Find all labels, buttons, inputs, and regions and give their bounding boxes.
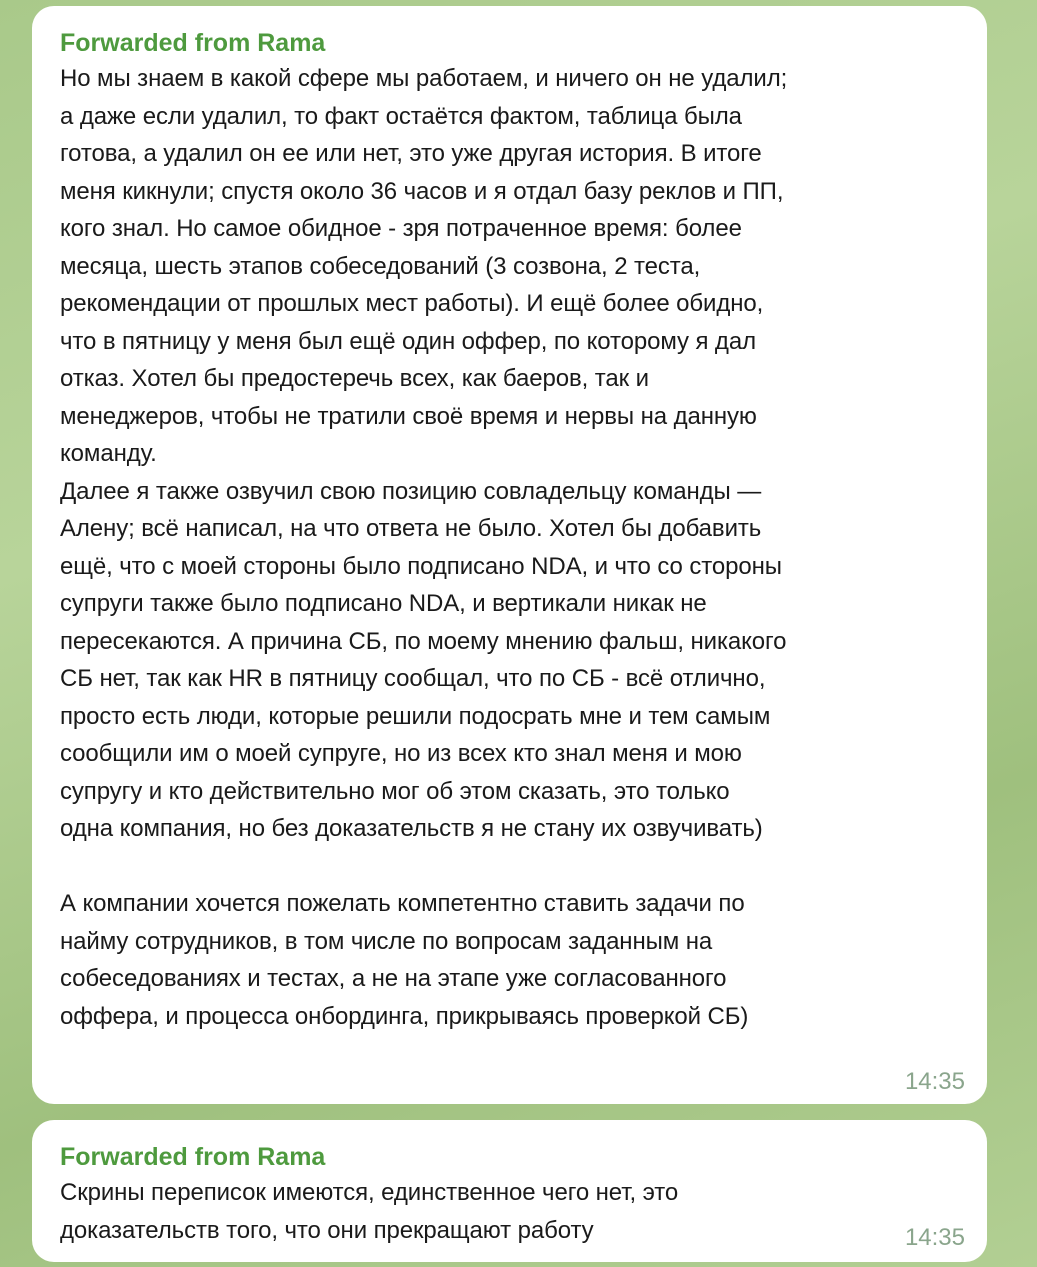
- message-text: [60, 1174, 959, 1249]
- message-line: супруги также было подписано NDA, и вертикали никак не: [60, 590, 707, 617]
- message-line: просто есть люди, которые решили подосрать мне и тем самым: [60, 702, 771, 730]
- message-line: кого знал. Но самое обидное - зря потраченное время: более: [60, 215, 742, 242]
- message-line: что в пятницу у меня был ещё один оффер, по которому я дал: [60, 327, 756, 355]
- message-line: Алену; всё написал, на что ответа не было. Хотел бы добавить: [60, 515, 762, 542]
- message-line: Но мы знаем в какой сфере мы работаем, и ничего он не удалил;: [60, 65, 788, 92]
- message-time: 14:35: [904, 1068, 965, 1095]
- message-line: сообщили им о моей супруге, но из всех кто знал меня и мою: [60, 740, 742, 767]
- message-text: [60, 60, 959, 1035]
- message-time: 14:35: [904, 1224, 965, 1251]
- blank-line: [60, 848, 959, 886]
- forwarded-from-label[interactable]: Forwarded from Rama: [60, 29, 326, 57]
- message-line: Скрины переписок имеются, единственное чего нет, это: [60, 1179, 679, 1206]
- message-bubble[interactable]: [32, 6, 987, 1104]
- message-line: месяца, шесть этапов собеседований (3 созвона, 2 теста,: [60, 252, 701, 280]
- message-line: СБ нет, так как HR в пятницу сообщал, что по СБ - всё отлично,: [60, 665, 766, 692]
- message-line: менеджеров, чтобы не тратили своё время и нервы на данную: [60, 402, 757, 430]
- message-line: оффера, и процесса онбординга, прикрываясь проверкой СБ): [60, 1002, 749, 1030]
- message-line: а даже если удалил, то факт остаётся фактом, таблица была: [60, 102, 742, 130]
- message-line: доказательств того, что они прекращают работу: [60, 1216, 594, 1244]
- message-line: готова, а удалил он ее или нет, это уже другая история. В итоге: [60, 140, 762, 167]
- message-line: пересекаются. А причина СБ, по моему мнению фальш, никакого: [60, 627, 787, 655]
- message-line: одна компания, но без доказательств я не стану их озвучивать): [60, 815, 763, 842]
- message-line: найму сотрудников, в том числе по вопросам заданным на: [60, 927, 713, 955]
- message-line: ещё, что с моей стороны было подписано NDA, и что со стороны: [60, 552, 782, 580]
- message-line: Далее я также озвучил свою позицию совладельцу команды —: [60, 477, 762, 505]
- forwarded-from-label[interactable]: Forwarded from Rama: [60, 1143, 326, 1171]
- message-line: меня кикнули; спустя около 36 часов и я отдал базу реклов и ПП,: [60, 177, 784, 205]
- message-line: команду.: [60, 440, 157, 467]
- message-line: отказ. Хотел бы предостеречь всех, как баеров, так и: [60, 365, 649, 392]
- message-line: собеседованиях и тестах, а не на этапе уже согласованного: [60, 965, 727, 992]
- message-line: А компании хочется пожелать компетентно ставить задачи по: [60, 890, 745, 917]
- message-line: супругу и кто действительно мог об этом сказать, это только: [60, 777, 730, 805]
- message-bubble[interactable]: [32, 1120, 987, 1262]
- message-line: рекомендации от прошлых мест работы). И ещё более обидно,: [60, 290, 764, 317]
